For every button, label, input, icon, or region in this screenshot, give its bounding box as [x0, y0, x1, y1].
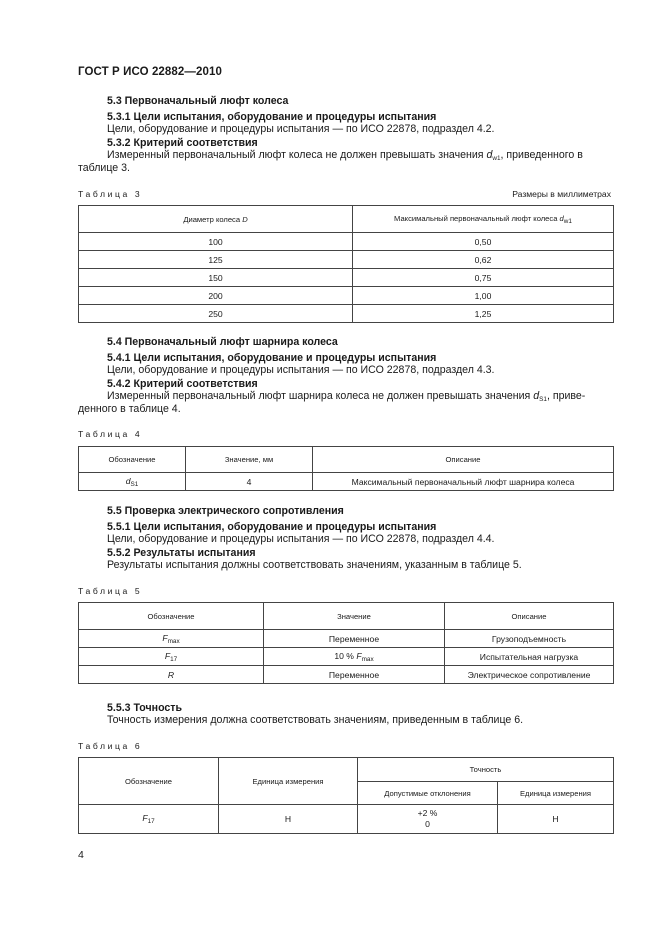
section-5-3-2-title: 5.3.2 Критерий соответствия [107, 137, 258, 149]
table-4-header-designation: Обозначение [79, 447, 186, 473]
table-3-cell-play: 0,75 [353, 269, 614, 287]
section-5-3-1-text: Цели, оборудование и процедуры испытания — по ИСО 22878, подраздел 4.2. [107, 123, 495, 135]
table-3-cell-diameter: 100 [79, 233, 353, 251]
section-5-4-2-text: Измеренный первоначальный люфт шарнира колеса не должен превышать значения $d_{S1}$, приве- [107, 390, 586, 403]
table-6-header-unit: Единица измерения [219, 758, 358, 805]
table-3-units-note: Размеры в миллиметрах [512, 189, 611, 199]
table-3-cell-diameter: 125 [79, 251, 353, 269]
section-5-4-title: 5.4 Первоначальный люфт шарнира колеса [107, 336, 338, 348]
table-5-header-designation: Обозначение [79, 603, 264, 630]
section-5-5-2-title: 5.5.2 Результаты испытания [107, 547, 256, 559]
table-3-cell-play: 1,00 [353, 287, 614, 305]
table-6-cell-deviation [358, 805, 498, 834]
table-6-header-designation: Обозначение [79, 758, 219, 805]
table-4 [78, 446, 614, 491]
table-6-header-accuracy-unit: Единица измерения [498, 782, 614, 805]
section-5-5-2-text: Результаты испытания должны соответствовать значениям, указанным в таблице 5. [107, 559, 522, 571]
table-4-cell-description: Максимальный первоначальный люфт шарнира колеса [313, 473, 614, 491]
table-3-header-play: Максимальный первоначальный люфт колеса $d_{w1}$ [353, 206, 614, 233]
table-5-cell-designation: $F_{17}$ [79, 648, 264, 666]
table-5-cell-designation: R [79, 666, 264, 684]
table-6-cell-accuracy-unit: Н [498, 805, 614, 834]
table-6-header-accuracy: Точность [358, 758, 614, 782]
table-5-cell-description: Испытательная нагрузка [445, 648, 614, 666]
section-5-4-2-text-cont: денного в таблице 4. [78, 403, 181, 415]
document-header: ГОСТ Р ИСО 22882—2010 [78, 66, 223, 78]
section-5-3-2-text: Измеренный первоначальный люфт колеса не должен превышать значения $d_{w1}$, приведенного в [107, 149, 583, 162]
table-6-cell-designation: $F_{17}$ [79, 805, 219, 834]
deviation-lower: 0 [425, 819, 430, 829]
table-3 [78, 205, 614, 323]
table-6-caption: Таблица 6 [78, 741, 143, 751]
table-5-cell-value: Переменное [264, 666, 445, 684]
section-5-5-title: 5.5 Проверка электрического сопротивления [107, 505, 344, 517]
table-3-cell-diameter: 150 [79, 269, 353, 287]
table-5-cell-value: Переменное [264, 630, 445, 648]
table-3-header-diameter: Диаметр колеса D [79, 206, 353, 233]
table-3-cell-play: 1,25 [353, 305, 614, 323]
page-number: 4 [78, 849, 84, 861]
table-3-cell-diameter: 200 [79, 287, 353, 305]
section-5-4-2-title: 5.4.2 Критерий соответствия [107, 378, 258, 390]
table-5 [78, 602, 614, 684]
table-3-cell-play: 0,50 [353, 233, 614, 251]
table-5-caption: Таблица 5 [78, 586, 143, 596]
section-5-4-1-title: 5.4.1 Цели испытания, оборудование и процедуры испытания [107, 352, 437, 364]
section-5-5-3-title: 5.5.3 Точность [107, 702, 182, 714]
table-6-header-deviation: Допустимые отклонения [358, 782, 498, 805]
table-3-cell-play: 0,62 [353, 251, 614, 269]
table-5-cell-value: 10 % $F_{max}$ [264, 648, 445, 666]
table-6-cell-unit: Н [219, 805, 358, 834]
table-3-caption: Таблица 3 [78, 189, 143, 199]
section-5-4-1-text: Цели, оборудование и процедуры испытания — по ИСО 22878, подраздел 4.3. [107, 364, 495, 376]
table-4-header-description: Описание [313, 447, 614, 473]
section-5-3-title: 5.3 Первоначальный люфт колеса [107, 95, 289, 107]
table-5-header-value: Значение [264, 603, 445, 630]
table-5-cell-description: Электрическое сопротивление [445, 666, 614, 684]
section-5-5-3-text: Точность измерения должна соответствовать значениям, приведенным в таблице 6. [107, 714, 524, 726]
table-4-caption: Таблица 4 [78, 429, 143, 439]
table-5-cell-description: Грузоподъемность [445, 630, 614, 648]
section-5-5-1-title: 5.5.1 Цели испытания, оборудование и процедуры испытания [107, 521, 437, 533]
section-5-5-1-text: Цели, оборудование и процедуры испытания — по ИСО 22878, подраздел 4.4. [107, 533, 495, 545]
table-4-cell-designation: $d_{S1}$ [79, 473, 186, 491]
section-5-3-1-title: 5.3.1 Цели испытания, оборудование и процедуры испытания [107, 111, 437, 123]
table-5-header-description: Описание [445, 603, 614, 630]
table-5-cell-designation: $F_{max}$ [79, 630, 264, 648]
table-4-header-value: Значение, мм [186, 447, 313, 473]
table-6 [78, 757, 614, 834]
table-4-cell-value: 4 [186, 473, 313, 491]
section-5-3-2-text-cont: таблице 3. [78, 162, 130, 174]
table-3-cell-diameter: 250 [79, 305, 353, 323]
deviation-upper: +2 % [417, 808, 438, 818]
